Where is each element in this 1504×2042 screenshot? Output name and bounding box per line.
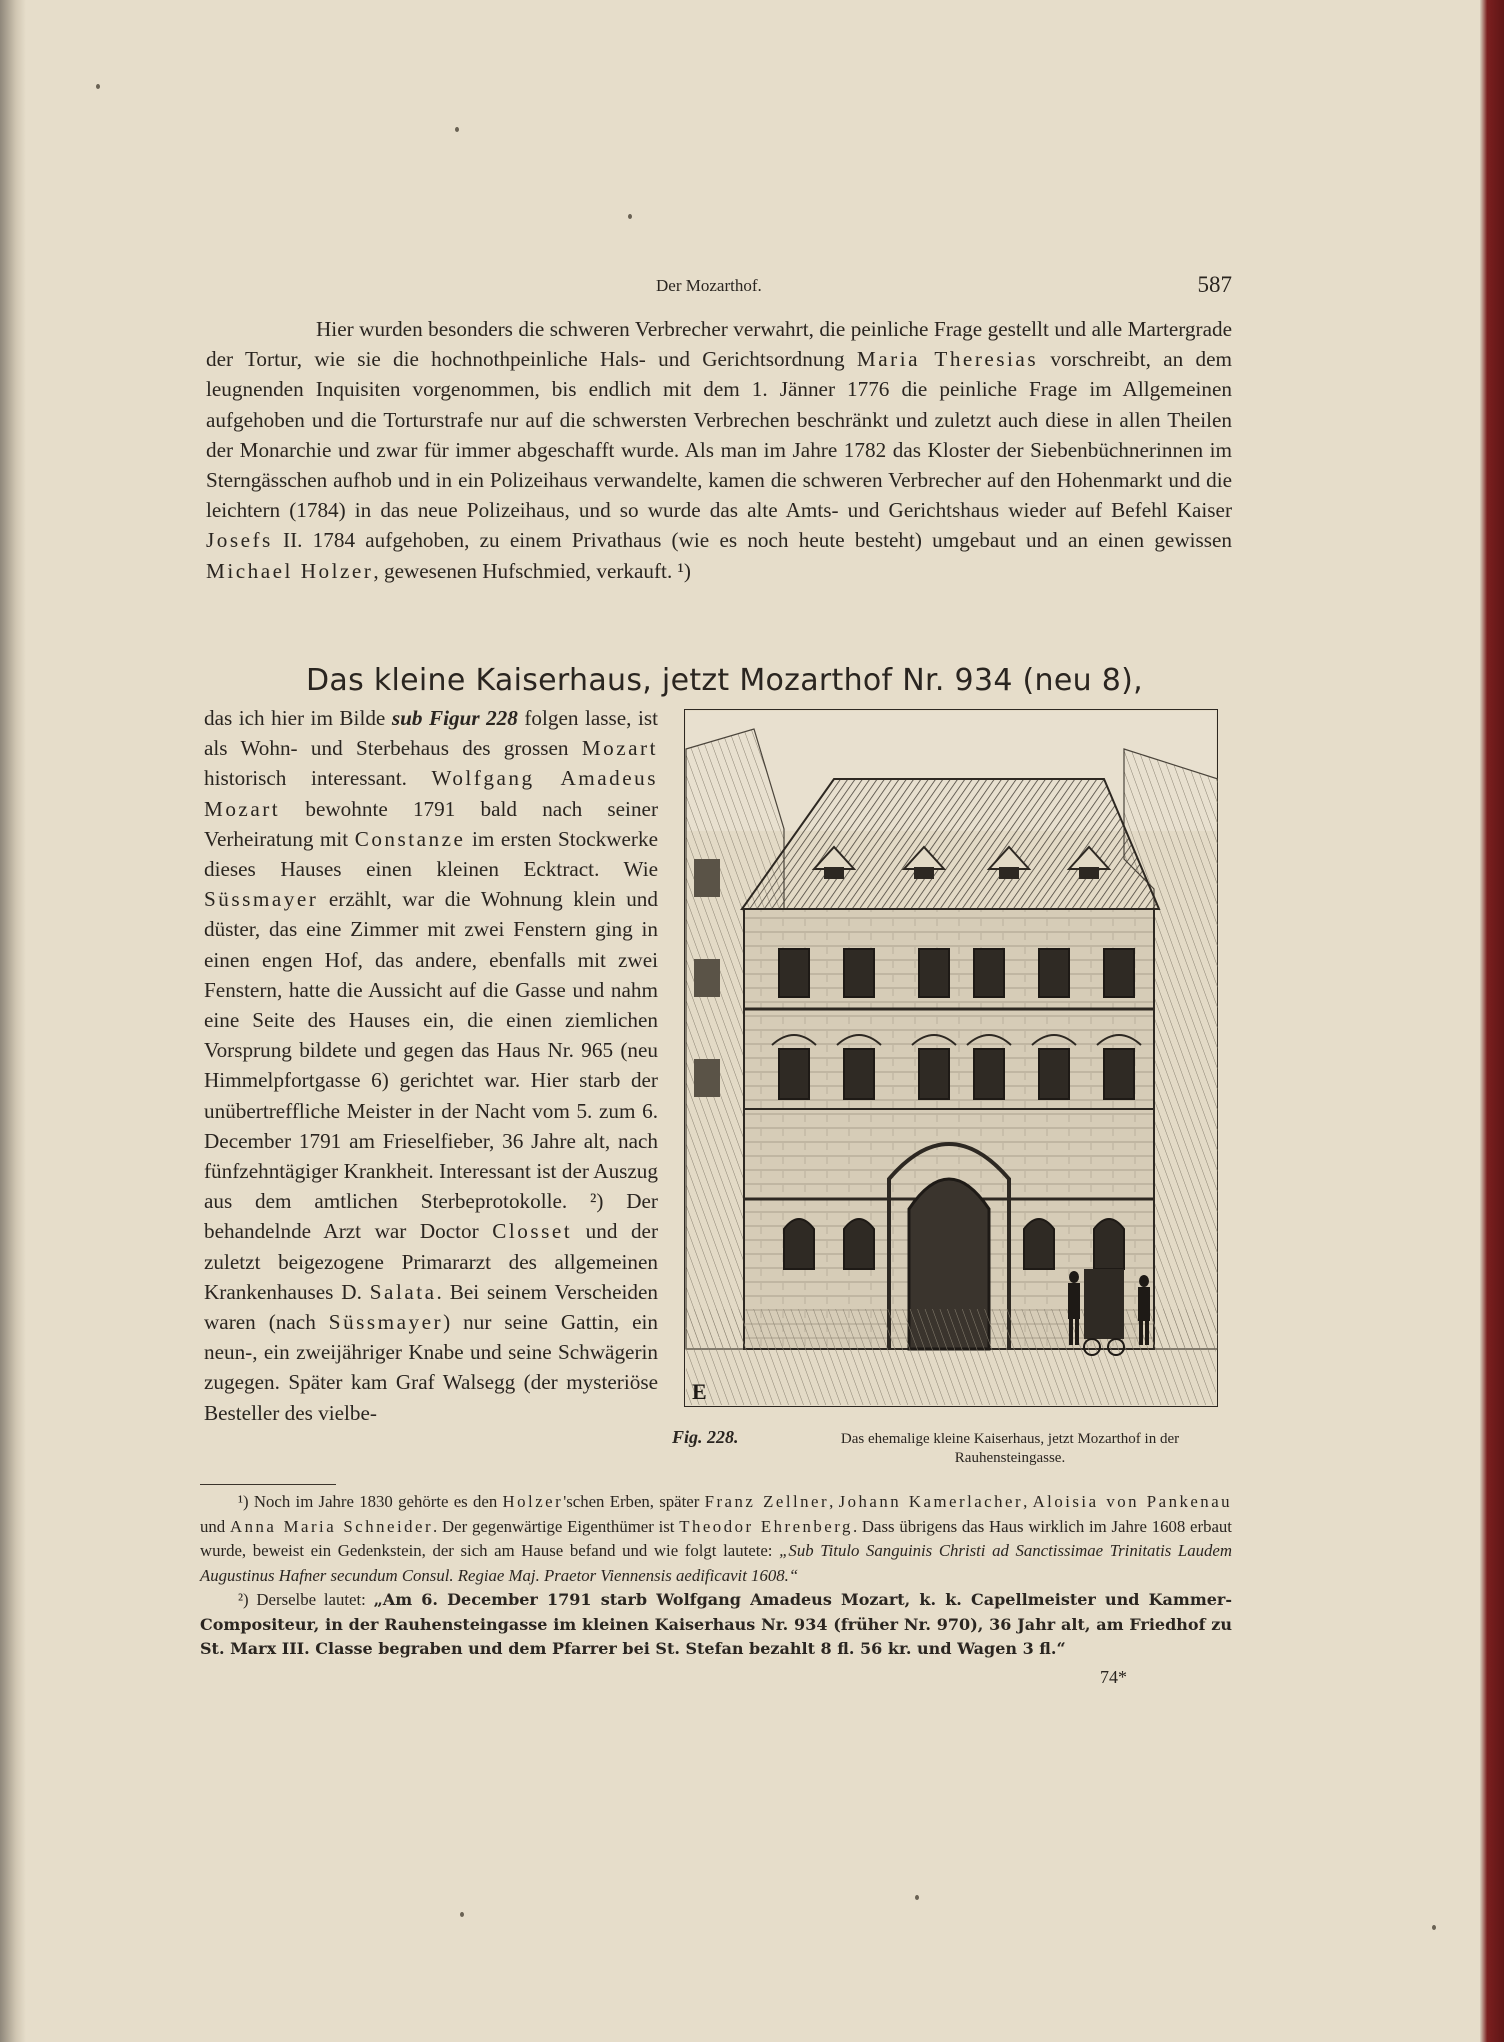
- artist-monogram: E: [692, 1379, 707, 1404]
- footnotes: [200, 1490, 1232, 1662]
- paper-speck: [628, 214, 632, 219]
- footnote-rule: [200, 1484, 336, 1485]
- paper-speck: [1432, 1925, 1436, 1930]
- paper-speck: [460, 1912, 464, 1917]
- column-paragraph: das ich hier im Bilde sub Figur 228 folgen lasse, ist als Wohn- und Sterbehaus des grossen Mozart historisch interessant. Wolfgang Amadeus Mozart bewohnte 1791 bald nach seiner Verheiratung mit Constanze im ersten Stockwerke dieses Hauses einen kleinen Ecktract. Wie Süssmayer erzählt, war die Wohnung klein und düster, das eine Zimmer mit zwei Fenstern ging in einen engen Hof, das andere, ebenfalls mit zwei Fenstern, hatte die Aussicht auf die Gasse und nahm eine Seite des Hauses ein, die einen ziemlichen Vorsprung bildete und gegen das Haus Nr. 965 (neu Himmelpfortgasse 6) gerichtet war. Hier starb der unübertreffliche Meister in der Nacht vom 5. zum 6. December 1791 am Frieselfieber, 36 Jahre alt, nach fünfzehntägiger Krankheit. Interessant ist der Auszug aus dem amtlichen Sterbeprotokolle. ²) Der behandelnde Arzt war Doctor Closset und der zuletzt beigezogene Primararzt des allgemeinen Krankenhauses D. Salata. Bei seinem Verscheiden waren (nach Süssmayer) nur seine Gattin, ein neun-, ein zweijähriger Knabe und seine Schwägerin zugegen. Später kam Graf Walsegg (der mysteriöse Besteller des vielbe-: [204, 706, 658, 1425]
- intro-paragraph: Hier wurden besonders die schweren Verbrecher verwahrt, die peinliche Frage gestellt und alle Martergrade der Tortur, wie sie die hochnothpeinliche Hals- und Gerichtsordnung Maria Theresias vorschreibt, an dem leugnenden Inquisiten vorgenommen, bis endlich mit dem 1. Jänner 1776 die peinliche Frage im Allgemeinen aufgehoben und die Torturstrafe nur auf die schwersten Verbrechen beschränkt und zuletzt auch diese in allen Theilen der Monarchie und zwar für immer abgeschafft wurde. Als man im Jahre 1782 das Kloster der Siebenbüchnerinnen im Sterngässchen aufhob und in ein Polizeihaus verwandelte, kamen die schweren Verbrecher auf den Hohenmarkt und die leichtern (1784) in das neue Polizeihaus, und so wurde das alte Amts- und Gerichtshaus wieder auf Befehl Kaiser Josefs II. 1784 aufgehoben, zu einem Privathaus (wie es noch heute besteht) umgebaut und an einen gewissen Michael Holzer, gewesenen Hufschmied, verkauft. ¹): [206, 317, 1232, 583]
- name-maria-theresias: Maria Theresias: [856, 347, 1039, 372]
- page-number: 587: [1197, 272, 1232, 297]
- signature-mark: 74*: [1100, 1667, 1127, 1687]
- figure-caption-text: Das ehemalige kleine Kaiserhaus, jetzt Mozarthof in der Rauhensteingasse.: [840, 1431, 1180, 1466]
- figure-reference: sub Figur 228: [391, 706, 518, 730]
- figure-228-illustration: [684, 709, 1218, 1407]
- book-gutter: [0, 0, 26, 2042]
- footnote-1: ¹) Noch im Jahre 1830 gehörte es den Holzer'schen Erben, später Franz Zellner, Johann Kamerlacher, Aloisia von Pankenau und Anna Maria Schneider. Der gegenwärtige Eigenthümer ist Theodor Ehrenberg. Dass übrigens das Haus wirklich im Jahre 1608 erbaut wurde, beweist ein Gedenkstein, der sich am Hause befand und wie folgt lautete: „Sub Titulo Sanguinis Christi ad Sanctissimae Trinitatis Laudem Augustinus Hafner secundum Consul. Regiae Maj. Praetor Viennensis aedificavit 1608.“: [200, 1492, 1233, 1585]
- running-title: Der Mozarthof.: [656, 276, 762, 295]
- paper-speck: [96, 84, 100, 89]
- paper-speck: [915, 1895, 919, 1900]
- section-heading: Das kleine Kaiserhaus, jetzt Mozarthof Nr. 934 (neu 8),: [306, 663, 1144, 698]
- figure-label: Fig. 228.: [672, 1427, 739, 1447]
- paper-speck: [455, 127, 459, 132]
- running-header: [656, 272, 1232, 304]
- name-josefs: Josefs: [206, 528, 273, 553]
- footnote-2: ²) Derselbe lautet: „Am 6. December 1791 starb Wolfgang Amadeus Mozart, k. k. Capellmeister und Kammer-Compositeur, in der Rauhensteingasse im kleinen Kaiserhaus Nr. 934 (früher Nr. 970), 36 Jahr alt, am Friedhof zu St. Marx III. Classe begraben und dem Pfarrer bei St. Stefan bezahlt 8 fl. 56 kr. und Wagen 3 fl.“: [200, 1590, 1232, 1658]
- book-edge: [1480, 0, 1504, 2042]
- death-register-quote: „Am 6. December 1791 starb Wolfgang Amadeus Mozart, k. k. Capellmeister und Kammer-Compositeur, in der Rauhensteingasse im kleinen Kaiserhaus Nr. 934 (früher Nr. 970), 36 Jahr alt, am Friedhof zu St. Marx III. Classe begraben und dem Pfarrer bei St. Stefan bezahlt 8 fl. 56 kr. und Wagen 3 fl.“: [200, 1590, 1232, 1658]
- name-michael-holzer: Michael Holzer: [206, 558, 374, 583]
- latin-inscription: „Sub Titulo Sanguinis Christi ad Sanctissimae Trinitatis Laudem Augustinus Hafner secundum Consul. Regiae Maj. Praetor Viennensis aedificavit 1608.“: [200, 1541, 1232, 1585]
- name-wolfgang-amadeus-mozart: Wolfgang Amadeus Mozart: [204, 766, 658, 821]
